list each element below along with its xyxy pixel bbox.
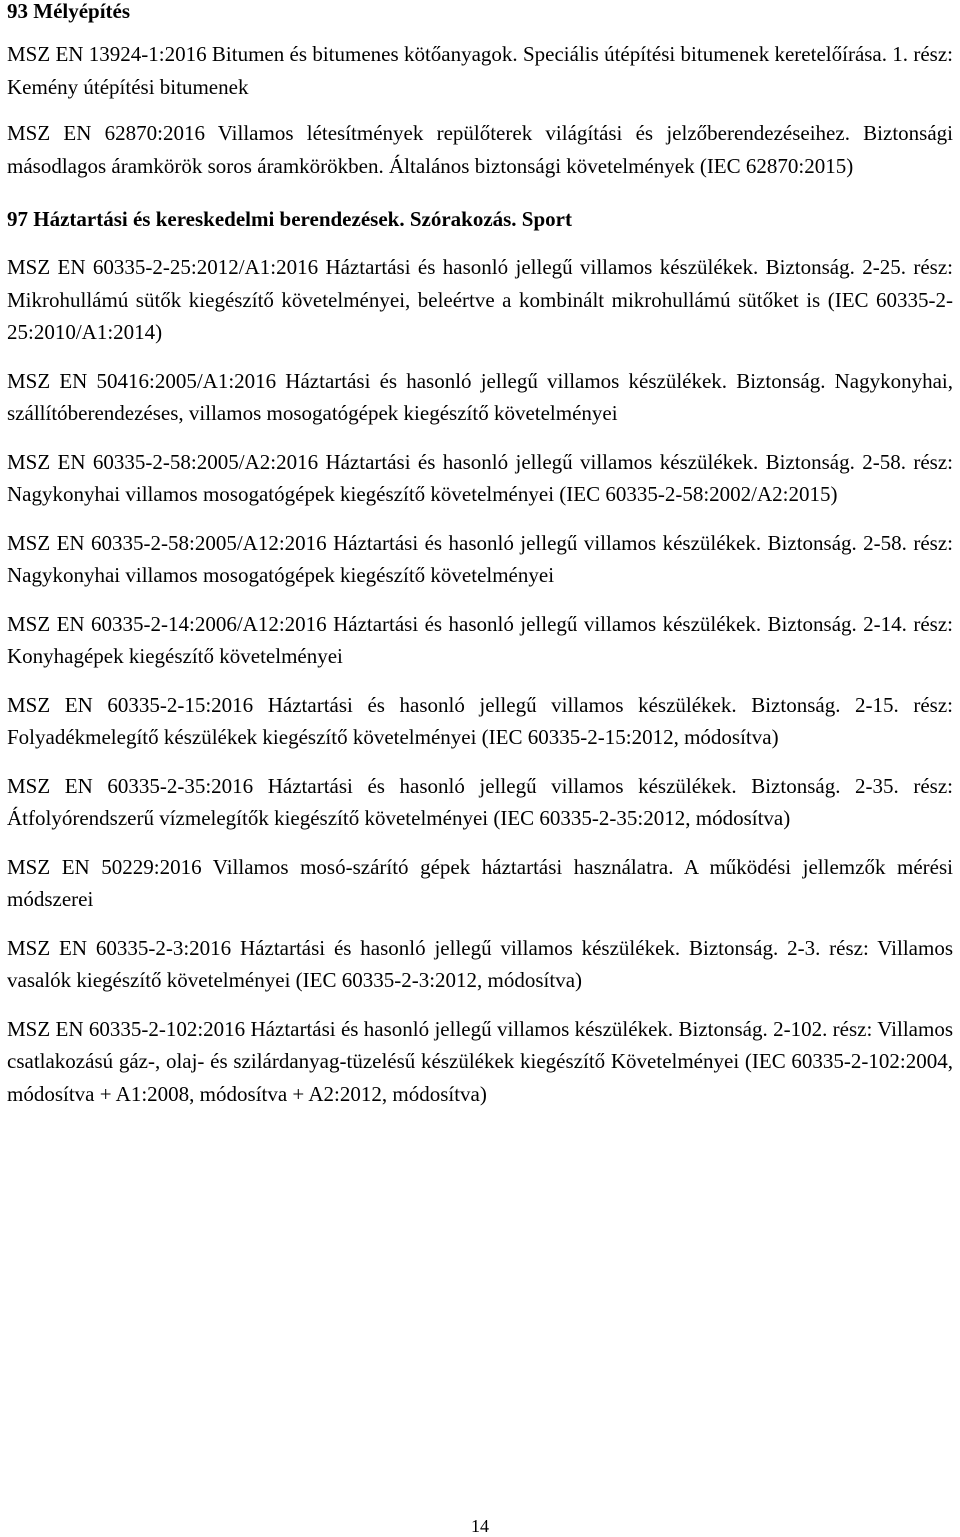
standard-entry: MSZ EN 60335-2-25:2012/A1:2016 Háztartási és hasonló jellegű villamos készülékek. Biztonság. 2-25. rész: Mikrohullámú sütők kiegészítő követelményei, beleértve a kombinált mikrohullámú sütőket is (IEC 60335-2-25:2010/A1:2014) xyxy=(7,255,953,344)
standard-entry: MSZ EN 60335-2-58:2005/A2:2016 Háztartási és hasonló jellegű villamos készülékek. Biztonság. 2-58. rész: Nagykonyhai villamos mosogatógépek kiegészítő követelményei (IEC 60335-2-58:2002/A2:2015) xyxy=(7,449,953,506)
standard-entry: MSZ EN 60335-2-102:2016 Háztartási és hasonló jellegű villamos készülékek. Biztonság. 2-102. rész: Villamos csatlakozású gáz-, olaj- és szilárdanyag-tüzelésű készülékek kiegészítő Követelményei (IEC 60335-2-102:2004, módosítva + A1:2008, módosítva + A2:2012, módosítva) xyxy=(7,1016,953,1106)
standard-entry: MSZ EN 13924-1:2016 Bitumen és bitumenes kötőanyagok. Speciális útépítési bitumenek keretelőírása. 1. rész: Kemény útépítési bitumenek xyxy=(7,42,953,99)
document-page xyxy=(7,0,953,1110)
page-number: 14 xyxy=(471,1516,489,1536)
section-heading-93: 93 Mélyépítés xyxy=(7,0,131,23)
standard-entry: MSZ EN 60335-2-3:2016 Háztartási és hasonló jellegű villamos készülékek. Biztonság. 2-3. rész: Villamos vasalók kiegészítő követelményei (IEC 60335-2-3:2012, módosítva) xyxy=(7,935,953,992)
standard-entry: MSZ EN 50229:2016 Villamos mosó-szárító gépek háztartási használatra. A működési jellemzők mérési módszerei xyxy=(7,854,953,911)
section-heading-97: 97 Háztartási és kereskedelmi berendezések. Szórakozás. Sport xyxy=(7,207,572,231)
standard-entry: MSZ EN 60335-2-15:2016 Háztartási és hasonló jellegű villamos készülékek. Biztonság. 2-15. rész: Folyadékmelegítő készülékek kiegészítő követelményei (IEC 60335-2-15:2012, módosítva) xyxy=(7,692,953,749)
standard-entry: MSZ EN 62870:2016 Villamos létesítmények repülőterek világítási és jelzőberendezéseihez. Biztonsági másodlagos áramkörök soros áramkörökben. Általános biztonsági követelmények (IEC 62870:2015) xyxy=(7,121,953,178)
standard-entry: MSZ EN 50416:2005/A1:2016 Háztartási és hasonló jellegű villamos készülékek. Biztonság. Nagykonyhai, szállítóberendezéses, villamos mosogatógépek kiegészítő követelményei xyxy=(7,368,953,425)
standard-entry: MSZ EN 60335-2-58:2005/A12:2016 Háztartási és hasonló jellegű villamos készülékek. Biztonság. 2-58. rész: Nagykonyhai villamos mosogatógépek kiegészítő követelményei xyxy=(7,530,953,587)
standard-entry: MSZ EN 60335-2-35:2016 Háztartási és hasonló jellegű villamos készülékek. Biztonság. 2-35. rész: Átfolyórendszerű vízmelegítők kiegészítő követelményei (IEC 60335-2-35:2012, módosítva) xyxy=(7,773,953,830)
standard-entry: MSZ EN 60335-2-14:2006/A12:2016 Háztartási és hasonló jellegű villamos készülékek. Biztonság. 2-14. rész: Konyhagépek kiegészítő követelményei xyxy=(7,611,953,668)
